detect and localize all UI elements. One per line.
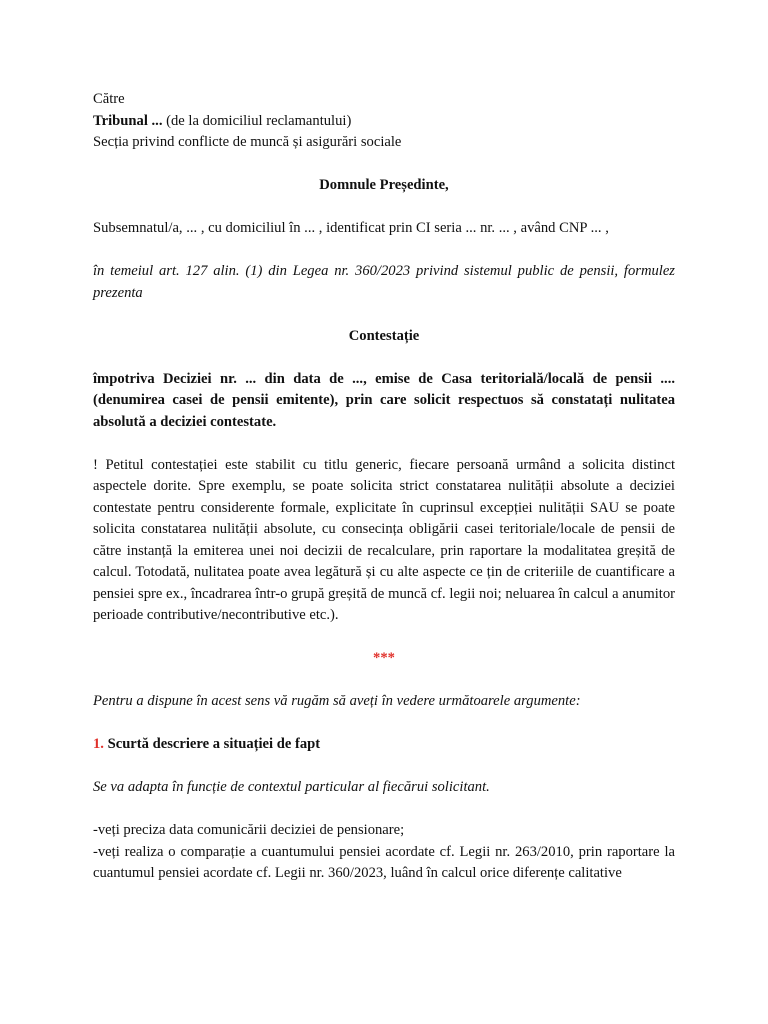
addressee-to: Către — [93, 91, 125, 107]
section-1-heading — [93, 734, 675, 756]
court-detail: (de la domiciliul reclamantului) — [162, 112, 352, 129]
section-1-title: Scurtă descriere a situației de fapt — [103, 736, 321, 752]
legal-basis-paragraph: în temeiul art. 127 alin. (1) din Legea nr. 360/2023 privind sistemul public de pensii, formulez prezenta — [93, 263, 675, 301]
bullet-item: -veți realiza o comparație a cuantumului pensiei acordate cf. Legii nr. 263/2010, prin raportare la cuantumul pensiei acordate cf. Legii nr. 360/2023, luând în calcul orice diferențe calitative — [93, 843, 675, 881]
document-title: Contestație — [348, 327, 420, 344]
addressee-court — [93, 111, 675, 133]
arguments-intro: Pentru a dispune în acest sens vă rugăm să aveți în vedere următoarele argumente: — [93, 693, 581, 709]
addressee-section: Secția privind conflicte de muncă și asigurări sociale — [93, 134, 402, 150]
court-name: Tribunal ... — [93, 112, 163, 129]
separator-stars: *** — [373, 650, 395, 666]
section-1-number: 1. — [93, 736, 104, 752]
bullet-item: -veți preciza data comunicării deciziei de pensionare; — [93, 822, 405, 838]
identification-paragraph: Subsemnatul/a, ... , cu domiciliul în ... , identificat prin CI seria ... nr. ... , având CNP ... , — [93, 220, 609, 236]
salutation: Domnule Președinte, — [319, 177, 449, 193]
document-page — [93, 89, 675, 885]
object-paragraph: împotriva Deciziei nr. ... din data de ..., emise de Casa teritorială/locală de pensii .... (denumirea casei de pensii emitente), prin care solicit respectuos să constatați nulitatea absolută a deciziei contestate. — [93, 370, 675, 430]
note-paragraph: ! Petitul contestației este stabilit cu titlu generic, fiecare persoană urmând a solicita distinct aspectele dorite. Spre exemplu, se poate solicita strict constatarea nulității absolute a deciziei contestate pentru considerente formale, explicitate în cuprinsul excepției nulității SAU se poate solicita constatarea nulității absolute, cu consecința obligării casei teritoriale/locale de pensii de către instanță la emiterea unei noi decizii de recalculare, prin raportare la modalitatea greșită de calcul. Totodată, nulitatea poate avea legătură și cu alte aspecte ce țin de criteriile de cuantificare a pensiei spre ex., încadrarea într-o grupă greșită de muncă cf. legii noi; neluarea în calcul a anumitor perioade contributive/necontributive etc.). — [93, 456, 675, 623]
section-1-note: Se va adapta în funcție de contextul particular al fiecărui solicitant. — [93, 779, 490, 795]
